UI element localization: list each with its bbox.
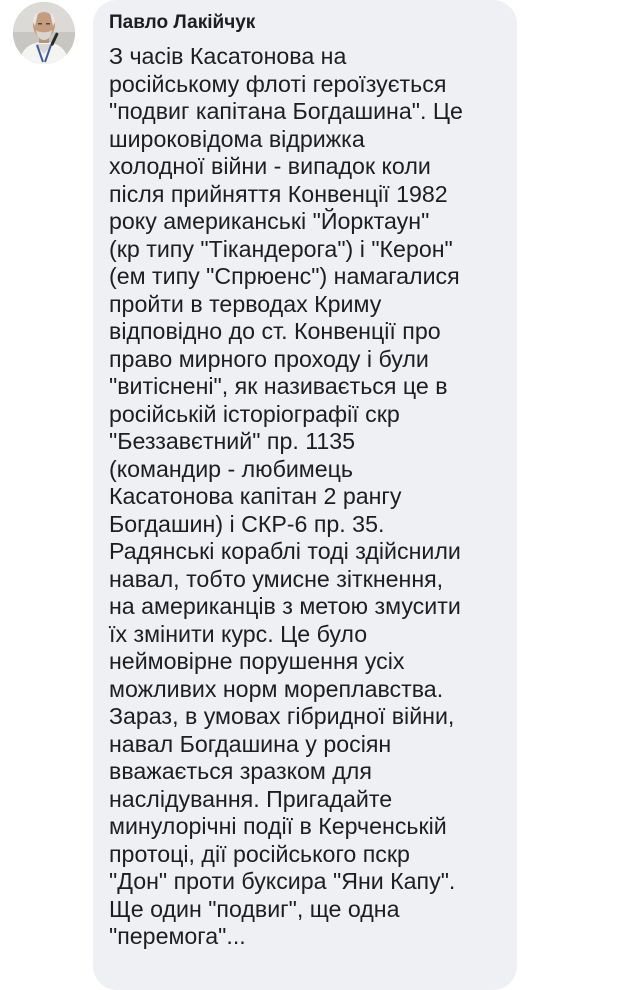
avatar[interactable]: [13, 2, 75, 64]
comment-line: Радянські кораблі тоді здійснили: [109, 538, 461, 564]
comment-line: Касатонова капітан 2 рангу: [109, 483, 402, 509]
comment-line: після прийняття Конвенції 1982: [109, 180, 448, 207]
comment-line: пройти в терводах Криму: [109, 290, 382, 317]
comment-line: протоці, дії російського пскр: [109, 840, 410, 867]
avatar-photo-icon: [13, 2, 75, 64]
comment-line: З часів Касатонова на: [109, 43, 347, 69]
comment-line: російському флоті героїзується: [109, 70, 447, 97]
comment-line: (командир - любимець: [109, 455, 354, 482]
comment-line: навал Богдашина у росіян: [109, 730, 392, 757]
comment-line: можливих норм мореплавства.: [109, 675, 444, 702]
comment-line: "витіснені", як називається це в: [109, 373, 448, 399]
comment-line: Богдашин) і СКР-6 пр. 35.: [109, 510, 385, 537]
comment-line: російській історіографії скр: [109, 400, 400, 427]
comment-line: (ем типу "Спрюенс") намагалися: [109, 263, 460, 289]
comment-line: неймовірне порушення усіх: [109, 648, 405, 674]
comment-line: на американців з метою змусити: [109, 593, 461, 619]
comment-line: року американські "Йорктаун": [109, 208, 430, 234]
comment-line: навал, тобто умисне зіткнення,: [109, 565, 444, 592]
comment-line: минулорічні події в Керченській: [109, 813, 447, 839]
comment-text: [109, 43, 503, 951]
comment-line: вважається зразком для: [109, 758, 372, 784]
comment-line: "Дон" проти буксира "Яни Капу".: [109, 868, 456, 894]
comment-line: їх змінити курс. Це було: [109, 620, 368, 647]
comment-line: холодної війни - випадок коли: [109, 153, 431, 179]
comment-line: (кр типу "Тікандерога") і "Керон": [109, 235, 453, 262]
comment-line: "Беззавєтний" пр. 1135: [109, 428, 356, 454]
comment-line: відповідно до ст. Конвенції про: [109, 318, 441, 344]
comment-line: Ще один "подвиг", ще одна: [109, 895, 400, 922]
comment-line: право мирного проходу і були: [109, 345, 429, 372]
comment-line: Зараз, в умовах гібридної війни,: [109, 703, 455, 729]
comment-line: широковідома відрижка: [109, 125, 365, 152]
author-name[interactable]: Павло Лакійчук: [109, 12, 256, 33]
comment-line: "перемога"...: [109, 923, 246, 949]
comment-bubble: [93, 0, 517, 990]
comment-line: наслідування. Пригадайте: [109, 785, 393, 812]
comment-line: "подвиг капітана Богдашина". Це: [109, 98, 463, 124]
